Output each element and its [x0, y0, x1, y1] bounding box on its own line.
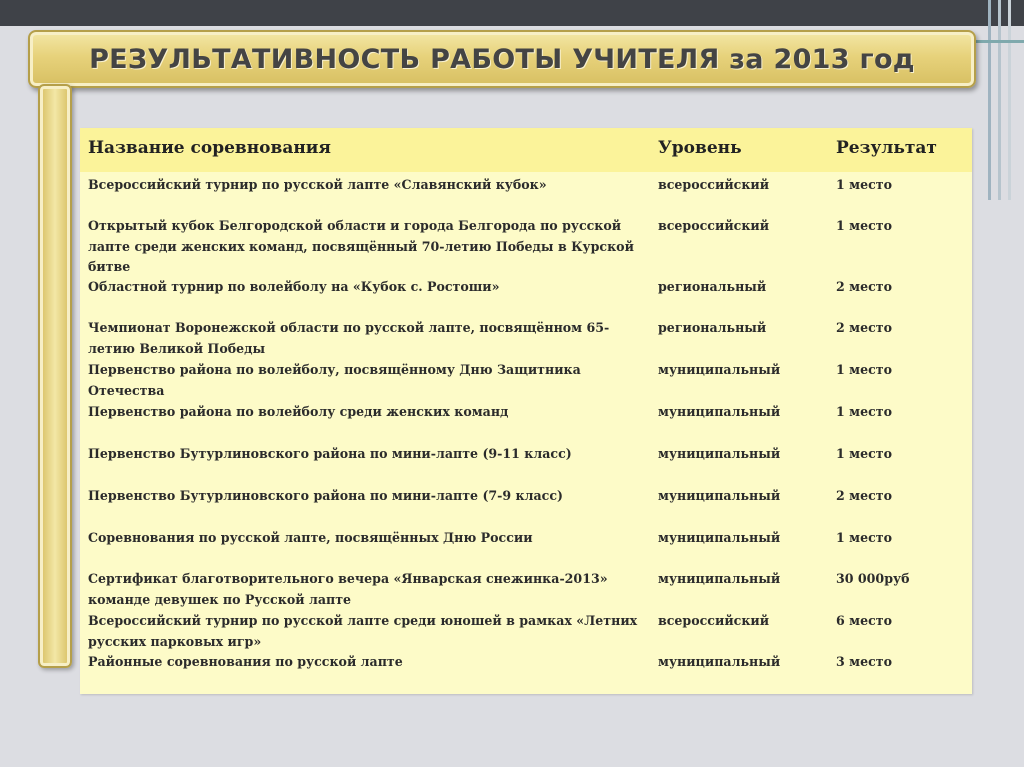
competition-result: 1 место	[836, 404, 892, 419]
competition-level: муниципальный	[658, 571, 781, 586]
side-rail-decoration	[38, 84, 72, 668]
competition-name: Всероссийский турнир по русской лапте «Славянский кубок»	[88, 177, 547, 192]
corner-decoration	[968, 0, 1024, 200]
competition-name: Первенство района по волейболу, посвящённому Дню Защитника Отечества	[88, 362, 581, 398]
competition-level: муниципальный	[658, 488, 781, 503]
competition-name: Сертификат благотворительного вечера «Январская снежинка-2013» команде девушек по Русской лапте	[88, 571, 608, 607]
competition-level: муниципальный	[658, 530, 781, 545]
competition-level: муниципальный	[658, 446, 781, 461]
competition-result: 2 место	[836, 279, 892, 294]
column-header-level: Уровень	[658, 138, 742, 158]
competition-result: 3 место	[836, 654, 892, 669]
competition-level: всероссийский	[658, 218, 770, 233]
competition-level: всероссийский	[658, 177, 770, 192]
competition-result: 2 место	[836, 320, 892, 335]
top-bar	[0, 0, 1024, 26]
competition-name: Всероссийский турнир по русской лапте среди юношей в рамках «Летних русских парковых игр»	[88, 613, 638, 649]
competition-result: 1 место	[836, 218, 892, 233]
competition-level: муниципальный	[658, 654, 781, 669]
competition-result: 1 место	[836, 530, 892, 545]
competition-name: Первенство Бутурлиновского района по мини-лапте (7-9 класс)	[88, 488, 563, 503]
competition-level: муниципальный	[658, 362, 781, 377]
competition-name: Районные соревнования по русской лапте	[88, 654, 403, 669]
competition-name: Соревнования по русской лапте, посвящённых Дню России	[88, 530, 533, 545]
competition-result: 2 место	[836, 488, 892, 503]
competition-name: Первенство района по волейболу среди женских команд	[88, 404, 509, 419]
competition-level: муниципальный	[658, 404, 781, 419]
column-header-result: Результат	[836, 138, 937, 158]
title-banner	[28, 30, 976, 88]
competition-result: 6 место	[836, 613, 892, 628]
competition-level: всероссийский	[658, 613, 770, 628]
competition-name: Первенство Бутурлиновского района по мини-лапте (9-11 класс)	[88, 446, 572, 461]
competition-result: 1 место	[836, 446, 892, 461]
page-title: РЕЗУЛЬТАТИВНОСТЬ РАБОТЫ УЧИТЕЛЯ за 2013 год	[89, 43, 915, 75]
results-table	[80, 128, 972, 694]
table-header	[80, 128, 972, 172]
competition-result: 1 место	[836, 177, 892, 192]
competition-result: 1 место	[836, 362, 892, 377]
competition-level: региональный	[658, 279, 767, 294]
competition-name: Чемпионат Воронежской области по русской лапте, посвящённом 65-летию Великой Победы	[88, 320, 610, 356]
competition-level: региональный	[658, 320, 767, 335]
competition-result: 30 000руб	[836, 571, 910, 586]
competition-name: Открытый кубок Белгородской области и города Белгорода по русской лапте среди женских команд, посвящённый 70-летию Победы в Курской битве	[88, 218, 634, 274]
column-header-name: Название соревнования	[88, 138, 331, 158]
competition-name: Областной турнир по волейболу на «Кубок с. Ростоши»	[88, 279, 500, 294]
